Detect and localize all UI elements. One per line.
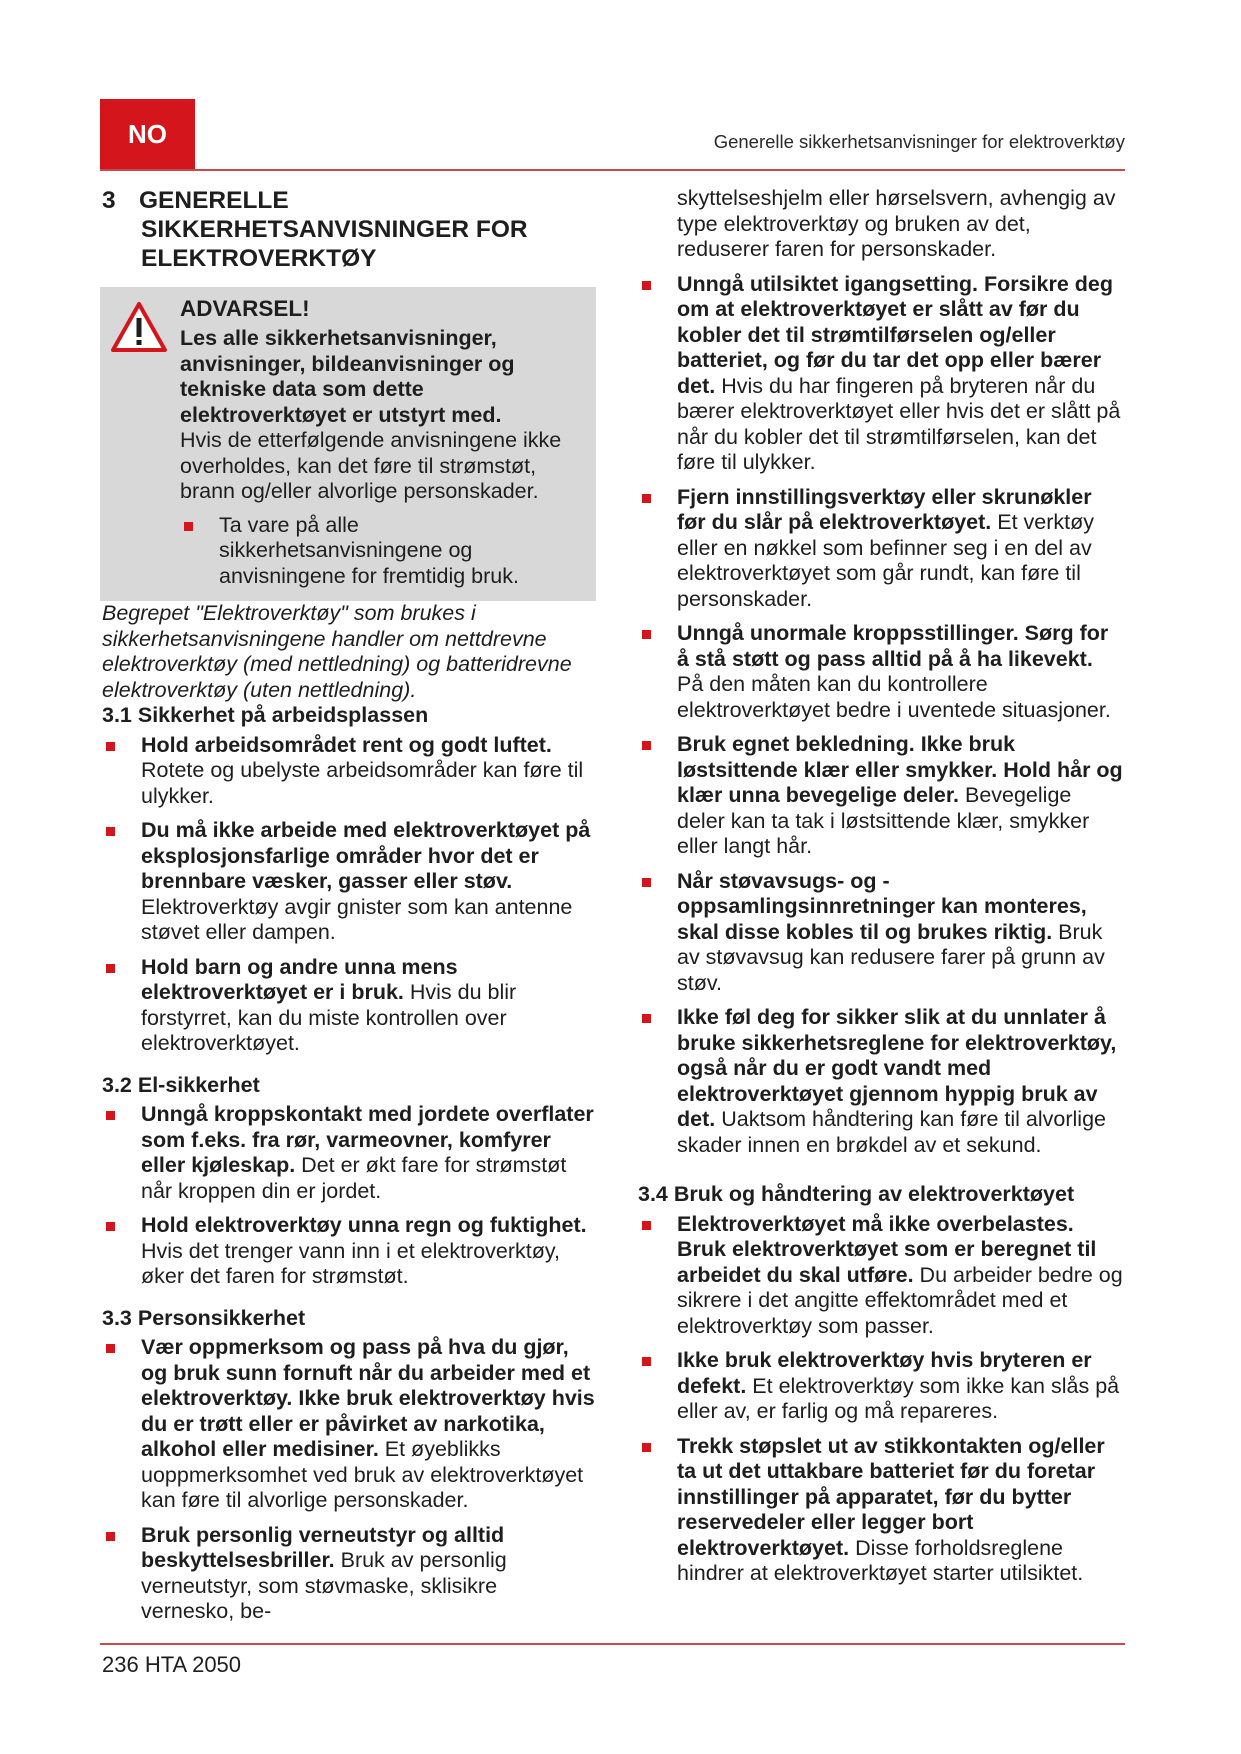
subsection-heading: 3.4 Bruk og håndtering av elektroverktøyet: [638, 1182, 1075, 1206]
section-heading: 3 GENERELLE SIKKERHETSANVISNINGER FOR ELEKTROVERKTØY: [102, 187, 528, 272]
subsection-heading: 3.1 Sikkerhet på arbeidsplassen: [102, 703, 429, 727]
list-item: Unngå kroppskontakt med jordete overflater som f.eks. fra rør, varmeovner, komfyrer eller kjøleskap. Det er økt fare for strømstøt når kroppen din er jordet.: [102, 1102, 596, 1204]
list-item: Ta vare på alle sikkerhetsanvisningene og anvisningene for fremtidig bruk.: [180, 513, 588, 590]
list-item: Unngå utilsiktet igangsetting. Forsikre deg om at elektroverktøyet er slått av før du kobler det til strømtilførselen og/eller batteriet, og før du tar det opp eller bærer det. Hvis du har fingeren på bryteren når du bærer elektroverktøyet eller hvis det er slått på når du kobler det til strømtilførselen, kan det føre til ulykker.: [638, 272, 1125, 476]
warning-list: [180, 513, 588, 590]
warning-bold-text: Les alle sikkerhetsanvisninger, anvisninger, bildeanvisninger og tekniske data som dette elektroverktøyet er utstyrt med.: [180, 326, 515, 427]
list-item: Trekk støpslet ut av stikkontakten og/eller ta ut det uttakbare batteriet før du foretar innstillinger på apparatet, før du bytter reservedeler eller legger bort elektroverktøyet. Disse forholdsreglene hindrer at elektroverktøyet starter utilsiktet.: [638, 1434, 1125, 1587]
warning-title: ADVARSEL!: [180, 296, 310, 321]
list-item: Ikke bruk elektroverktøy hvis bryteren er defekt. Et elektroverktøy som ikke kan slås på eller av, er farlig og må repareres.: [638, 1348, 1125, 1425]
warning-box: [100, 287, 596, 601]
list-item: Hold elektroverktøy unna regn og fuktighet. Hvis det trenger vann inn i et elektroverktøy, øker det faren for strømstøt.: [102, 1213, 596, 1290]
s33-list: [102, 1335, 596, 1625]
list-item: Unngå unormale kroppsstillinger. Sørg for å stå støtt og pass alltid på å ha likevekt. På den måten kan du kontrollere elektroverktøyet bedre i uventede situasjoner.: [638, 621, 1125, 723]
list-item: Du må ikke arbeide med elektroverktøyet på eksplosjonsfarlige områder hvor det er brennbare væsker, gasser eller støv. Elektroverktøy avgir gnister som kan antenne støvet eller dampen.: [102, 818, 596, 946]
s31-list: [102, 733, 596, 1057]
list-item-continuation: skyttelseshjelm eller hørselsvern, avhengig av type elektroverktøy og bruken av det, reduserer faren for personskader.: [677, 186, 1116, 261]
list-item: Hold arbeidsområdet rent og godt luftet. Rotete og ubelyste arbeidsområder kan føre til ulykker.: [102, 733, 596, 810]
list-item: Hold barn og andre unna mens elektroverktøyet er i bruk. Hvis du blir forstyrret, kan du miste kontrollen over elektroverktøyet.: [102, 955, 596, 1057]
s32-list: [102, 1102, 596, 1290]
subsection-heading: 3.2 El-sikkerhet: [102, 1072, 260, 1097]
warning-text: Hvis de etterfølgende anvisningene ikke overholdes, kan det føre til strømstøt, brann og/eller alvorlige personskader.: [180, 428, 562, 503]
list-item: Ikke føl deg for sikker slik at du unnlater å bruke sikkerhetsreglene for elektroverktøy, også når du er godt vandt med elektroverktøyet gjennom hyppig bruk av det. Uaktsom håndtering kan føre til alvorlige skader innen en brøkdel av et sekund.: [638, 1005, 1125, 1158]
language-tab: NO: [100, 99, 195, 169]
list-item: Elektroverktøyet må ikke overbelastes. Bruk elektroverktøyet som er beregnet til arbeidet du skal utføre. Du arbeider bedre og sikrere i det angitte effektområdet med et elektroverktøy som passer.: [638, 1212, 1125, 1340]
header-rule: [100, 169, 1125, 171]
header-title: Generelle sikkerhetsanvisninger for elektroverktøy: [713, 131, 1125, 152]
s34-list: [638, 1212, 1125, 1587]
list-item: Når støvavsugs- og -oppsamlingsinnretninger kan monteres, skal disse kobles til og brukes riktig. Bruk av støvavsug kan redusere farer på grunn av støv.: [638, 869, 1125, 997]
s33-list-continued: [638, 186, 1125, 1158]
left-column: [102, 186, 596, 1634]
list-item: Bruk egnet bekledning. Ikke bruk løstsittende klær eller smykker. Hold hår og klær unna bevegelige deler. Bevegelige deler kan ta tak i løstsittende klær, smykker eller langt hår.: [638, 732, 1125, 860]
warning-triangle-icon: [110, 301, 168, 353]
intro-text: Begrepet "Elektroverktøy" som brukes i sikkerhetsanvisningene handler om nettdrevne elektroverktøy (med nettledning) og batteridrevne elektroverktøy (uten nettledning).: [102, 601, 572, 702]
page-number: 236 HTA 2050: [102, 1652, 242, 1677]
list-item: Bruk personlig verneutstyr og alltid beskyttelsesbriller. Bruk av personlig verneutstyr, som støvmaske, sklisikre vernesko, be-: [102, 1523, 596, 1625]
list-item: Vær oppmerksom og pass på hva du gjør, og bruk sunn fornuft når du arbeider med et elektroverktøy. Ikke bruk elektroverktøy hvis du er trøtt eller er påvirket av narkotika, alkohol eller medisiner. Et øyeblikks uoppmerksomhet ved bruk av elektroverktøyet kan føre til alvorlige personskader.: [102, 1335, 596, 1514]
footer-rule: [100, 1643, 1125, 1645]
right-column: [638, 186, 1125, 1596]
subsection-heading: 3.3 Personsikkerhet: [102, 1305, 306, 1330]
list-item: Fjern innstillingsverktøy eller skrunøkler før du slår på elektroverktøyet. Et verktøy eller en nøkkel som befinner seg i en del av elektroverktøyet som går rundt, kan føre til personskader.: [638, 485, 1125, 613]
